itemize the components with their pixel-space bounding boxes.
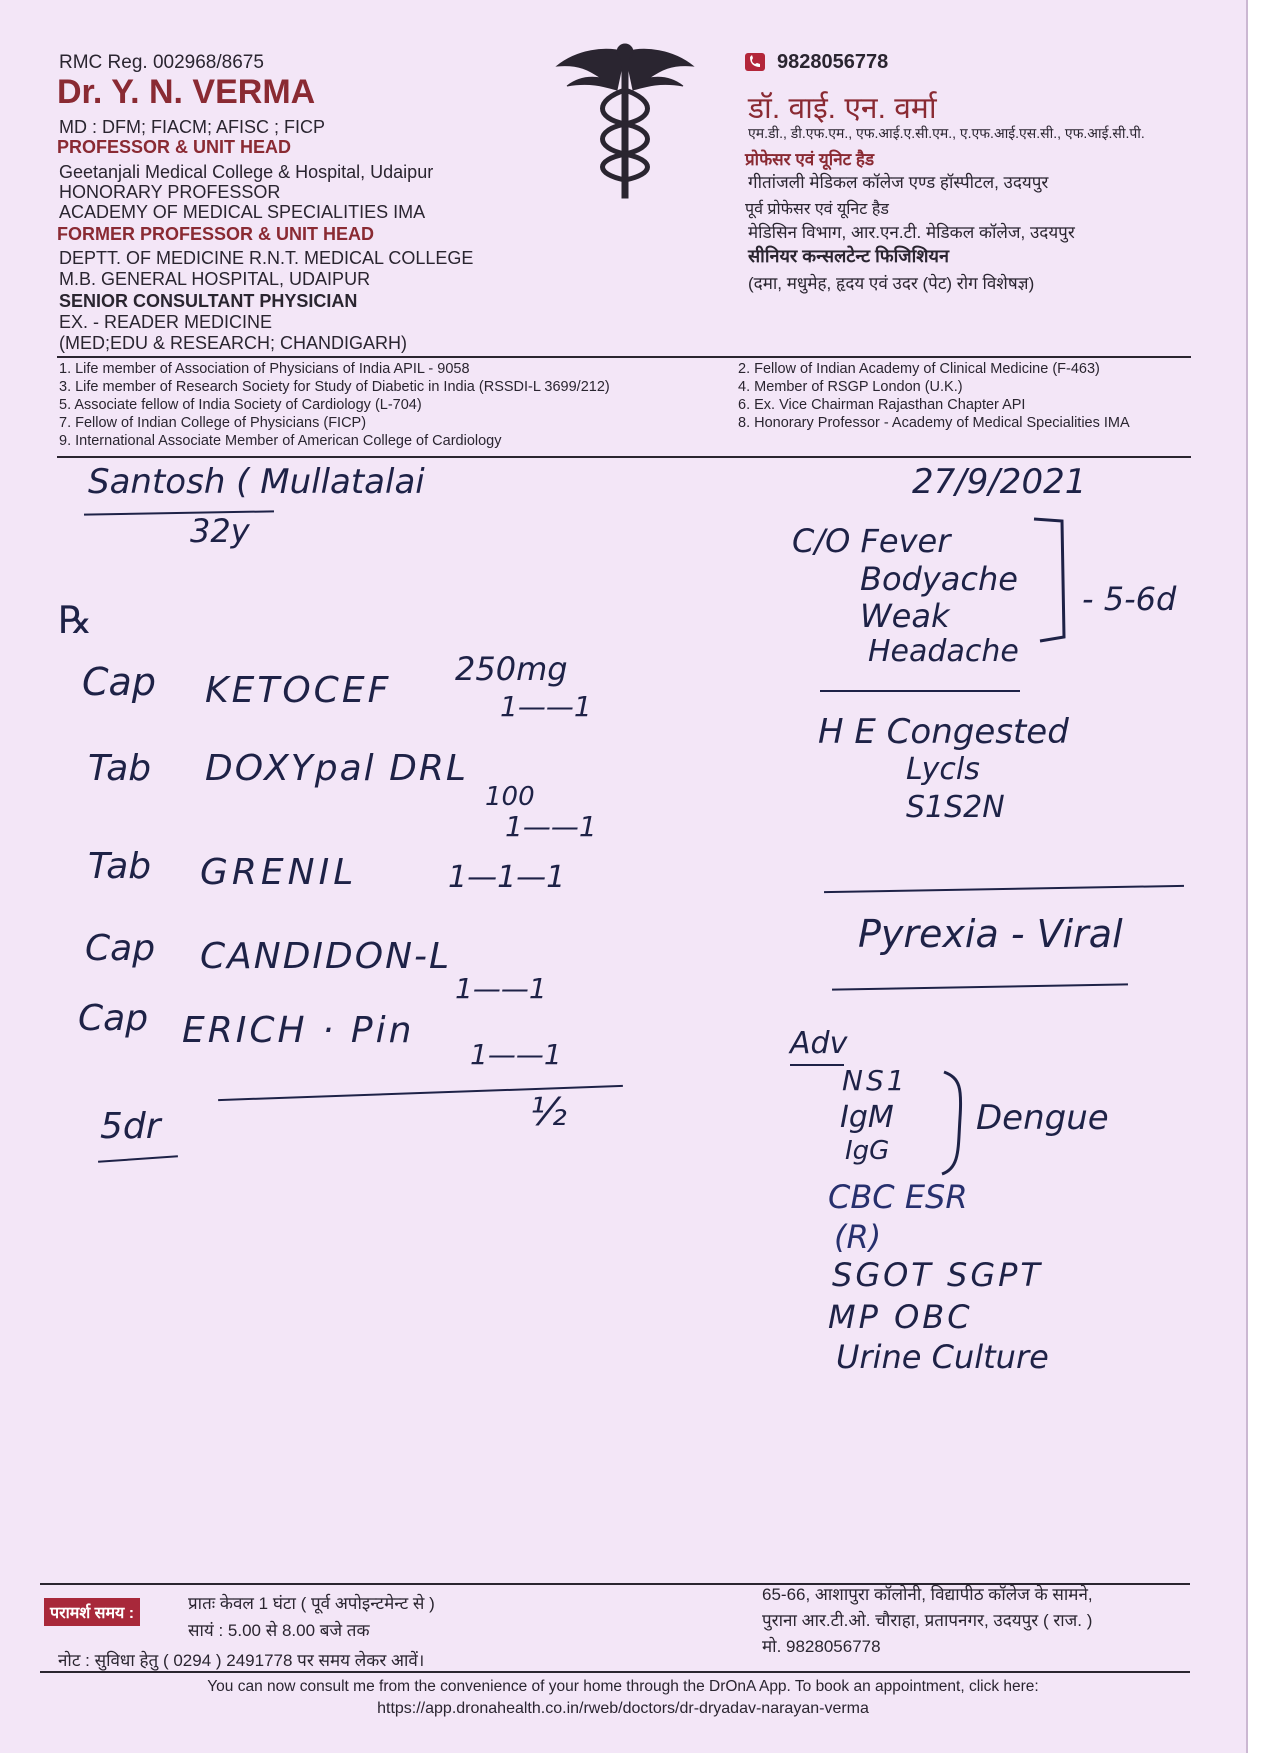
qualifications-hindi: एम.डी., डी.एफ.एम., एफ.आई.ए.सी.एम., ए.एफ.आई.एस.सी., एफ.आई.सी.पी.	[748, 125, 1145, 141]
med-name: DOXYpal DRL	[205, 748, 468, 789]
phone-icon	[745, 53, 765, 71]
doctor-name: Dr. Y. N. VERMA	[57, 73, 316, 111]
duration-underline	[98, 1155, 178, 1163]
complaint-item: Headache	[868, 634, 1019, 669]
patient-name: Santosh ( Mullatalai	[88, 462, 425, 502]
senior-consultant: SENIOR CONSULTANT PHYSICIAN	[59, 291, 358, 311]
duration: 5dr	[100, 1106, 161, 1147]
diagnosis-underline	[832, 983, 1128, 990]
med-name: CANDIDON-L	[200, 936, 452, 977]
designation-hindi: प्रोफेसर एवं यूनिट हैड	[745, 150, 875, 169]
qualifications: MD : DFM; FIACM; AFISC ; FICP	[59, 117, 326, 137]
registration-number: RMC Reg. 002968/8675	[59, 52, 264, 73]
med-dose: 1—1—1	[448, 860, 566, 895]
phone-number: 9828056778	[777, 51, 889, 73]
app-link[interactable]: https://app.dronahealth.co.in/rweb/doctors/dr-dryadav-narayan-verma	[377, 1700, 869, 1717]
med-strength: 250mg	[455, 650, 568, 688]
memberships-right	[738, 360, 1130, 432]
address-line-2: पुराना आर.टी.ओ. चौराहा, प्रतापनगर, उदयपुर ( राज. )	[762, 1611, 1093, 1630]
complaint-duration: - 5-6d	[1082, 580, 1177, 618]
hospital: M.B. GENERAL HOSPITAL, UDAIPUR	[59, 269, 371, 289]
college: Geetanjali Medical College & Hospital, Udaipur	[59, 162, 434, 182]
membership-item: 3. Life member of Research Society for Study of Diabetic in India (RSSDI-L 3699/212)	[59, 379, 610, 395]
mobile-number: मो. 9828056778	[762, 1637, 881, 1656]
membership-item: 5. Associate fellow of India Society of Cardiology (L-704)	[59, 397, 422, 413]
complaint-bracket	[1030, 515, 1070, 645]
complaint-underline	[820, 690, 1020, 692]
advice-item: MP OBC	[828, 1298, 973, 1336]
advice-item: IgG	[845, 1136, 890, 1166]
ex-reader: EX. - READER MEDICINE	[59, 312, 273, 332]
med-form: Tab	[88, 846, 152, 887]
med-dose: 1——1	[455, 972, 547, 1005]
advice-item: CBC ESR	[828, 1178, 968, 1216]
exam-underline	[824, 885, 1184, 893]
med-dose: 1——1	[470, 1038, 562, 1071]
honorary-professor: HONORARY PROFESSOR	[59, 182, 281, 202]
med-dose: 1——1	[505, 810, 597, 843]
advice-item: SGOT SGPT	[832, 1256, 1043, 1294]
advice-label: Adv	[790, 1026, 848, 1061]
department: DEPTT. OF MEDICINE R.N.T. MEDICAL COLLEGE	[59, 248, 474, 268]
med-form: Cap	[78, 998, 149, 1039]
prescription-date: 27/9/2021	[912, 462, 1087, 502]
advice-item: IgM	[840, 1100, 894, 1135]
med-name: GRENIL	[200, 852, 358, 893]
half-mark: ½	[530, 1090, 567, 1134]
exam-finding: H E Congested	[818, 712, 1069, 752]
consultation-morning: प्रातः केवल 1 घंटा ( पूर्व अपोइन्टमेन्ट से )	[188, 1594, 435, 1613]
membership-item: 9. International Associate Member of American College of Cardiology	[59, 433, 502, 449]
body-divider	[57, 456, 1191, 458]
former-designation-hindi: पूर्व प्रोफेसर एवं यूनिट हैड	[745, 201, 889, 218]
med-strength: 100	[485, 782, 535, 812]
academy: ACADEMY OF MEDICAL SPECIALITIES IMA	[59, 202, 426, 222]
header-divider	[57, 356, 1191, 358]
dengue-bracket	[938, 1068, 978, 1178]
diagnosis: Pyrexia - Viral	[858, 912, 1123, 956]
membership-item: 4. Member of RSGP London (U.K.)	[738, 379, 963, 395]
former-designation: FORMER PROFESSOR & UNIT HEAD	[57, 224, 375, 244]
exam-finding: S1S2N	[906, 790, 1005, 825]
med-dose: 1——1	[500, 690, 592, 723]
college-hindi: गीतांजली मेडिकल कॉलेज एण्ड हॉस्पीटल, उदयपुर	[748, 173, 1049, 192]
advice-dengue: Dengue	[976, 1098, 1109, 1138]
caduceus-logo	[555, 40, 695, 200]
med-name: KETOCEF	[205, 670, 392, 711]
footer-divider-2	[40, 1671, 1190, 1673]
membership-item: 1. Life member of Association of Physicians of India APIL - 9058	[59, 361, 470, 377]
consultation-label: परामर्श समय :	[44, 1598, 140, 1626]
specialization-hindi: (दमा, मधुमेह, हृदय एवं उदर (पेट) रोग विशेषज्ञ)	[748, 274, 1035, 293]
membership-item: 2. Fellow of Indian Academy of Clinical Medicine (F-463)	[738, 361, 1100, 377]
senior-consultant-hindi: सीनियर कन्सलटेन्ट फिजिशियन	[748, 246, 949, 266]
doctor-name-hindi: डॉ. वाई. एन. वर्मा	[748, 92, 937, 125]
memberships-left	[59, 360, 610, 450]
complaint-item: C/O Fever	[792, 522, 951, 560]
med-form: Tab	[88, 748, 152, 789]
med-form: Cap	[82, 660, 156, 704]
med-name: ERICH · Pin	[182, 1010, 415, 1051]
membership-item: 8. Honorary Professor - Academy of Medical Specialities IMA	[738, 415, 1130, 431]
advice-item: NS1	[842, 1064, 908, 1097]
complaint-item: Bodyache	[860, 560, 1018, 598]
advice-underline	[790, 1064, 844, 1066]
membership-item: 6. Ex. Vice Chairman Rajasthan Chapter API	[738, 397, 1026, 413]
membership-item: 7. Fellow of Indian College of Physicians (FICP)	[59, 415, 367, 431]
designation: PROFESSOR & UNIT HEAD	[57, 137, 292, 157]
app-promo: You can now consult me from the convenience of your home through the DrOnA App. To book an appointment, click here:	[207, 1678, 1039, 1695]
patient-age: 32y	[190, 512, 250, 550]
med-edu: (MED;EDU & RESEARCH; CHANDIGARH)	[59, 333, 408, 353]
exam-finding: Lycls	[906, 752, 980, 787]
advice-item: Urine Culture	[836, 1338, 1049, 1376]
complaint-item: Weak	[860, 597, 950, 635]
rx-symbol: ℞	[58, 598, 93, 642]
consultation-evening: सायं : 5.00 से 8.00 बजे तक	[188, 1621, 370, 1640]
address-line-1: 65-66, आशापुरा कॉलोनी, विद्यापीठ कॉलेज के सामने,	[762, 1585, 1093, 1604]
department-hindi: मेडिसिन विभाग, आर.एन.टी. मेडिकल कॉलेज, उदयपुर	[748, 223, 1075, 242]
med-form: Cap	[85, 928, 156, 969]
appointment-note: नोट : सुविधा हेतु ( 0294 ) 2491778 पर समय लेकर आवें।	[58, 1651, 425, 1670]
advice-item: (R)	[834, 1218, 882, 1256]
